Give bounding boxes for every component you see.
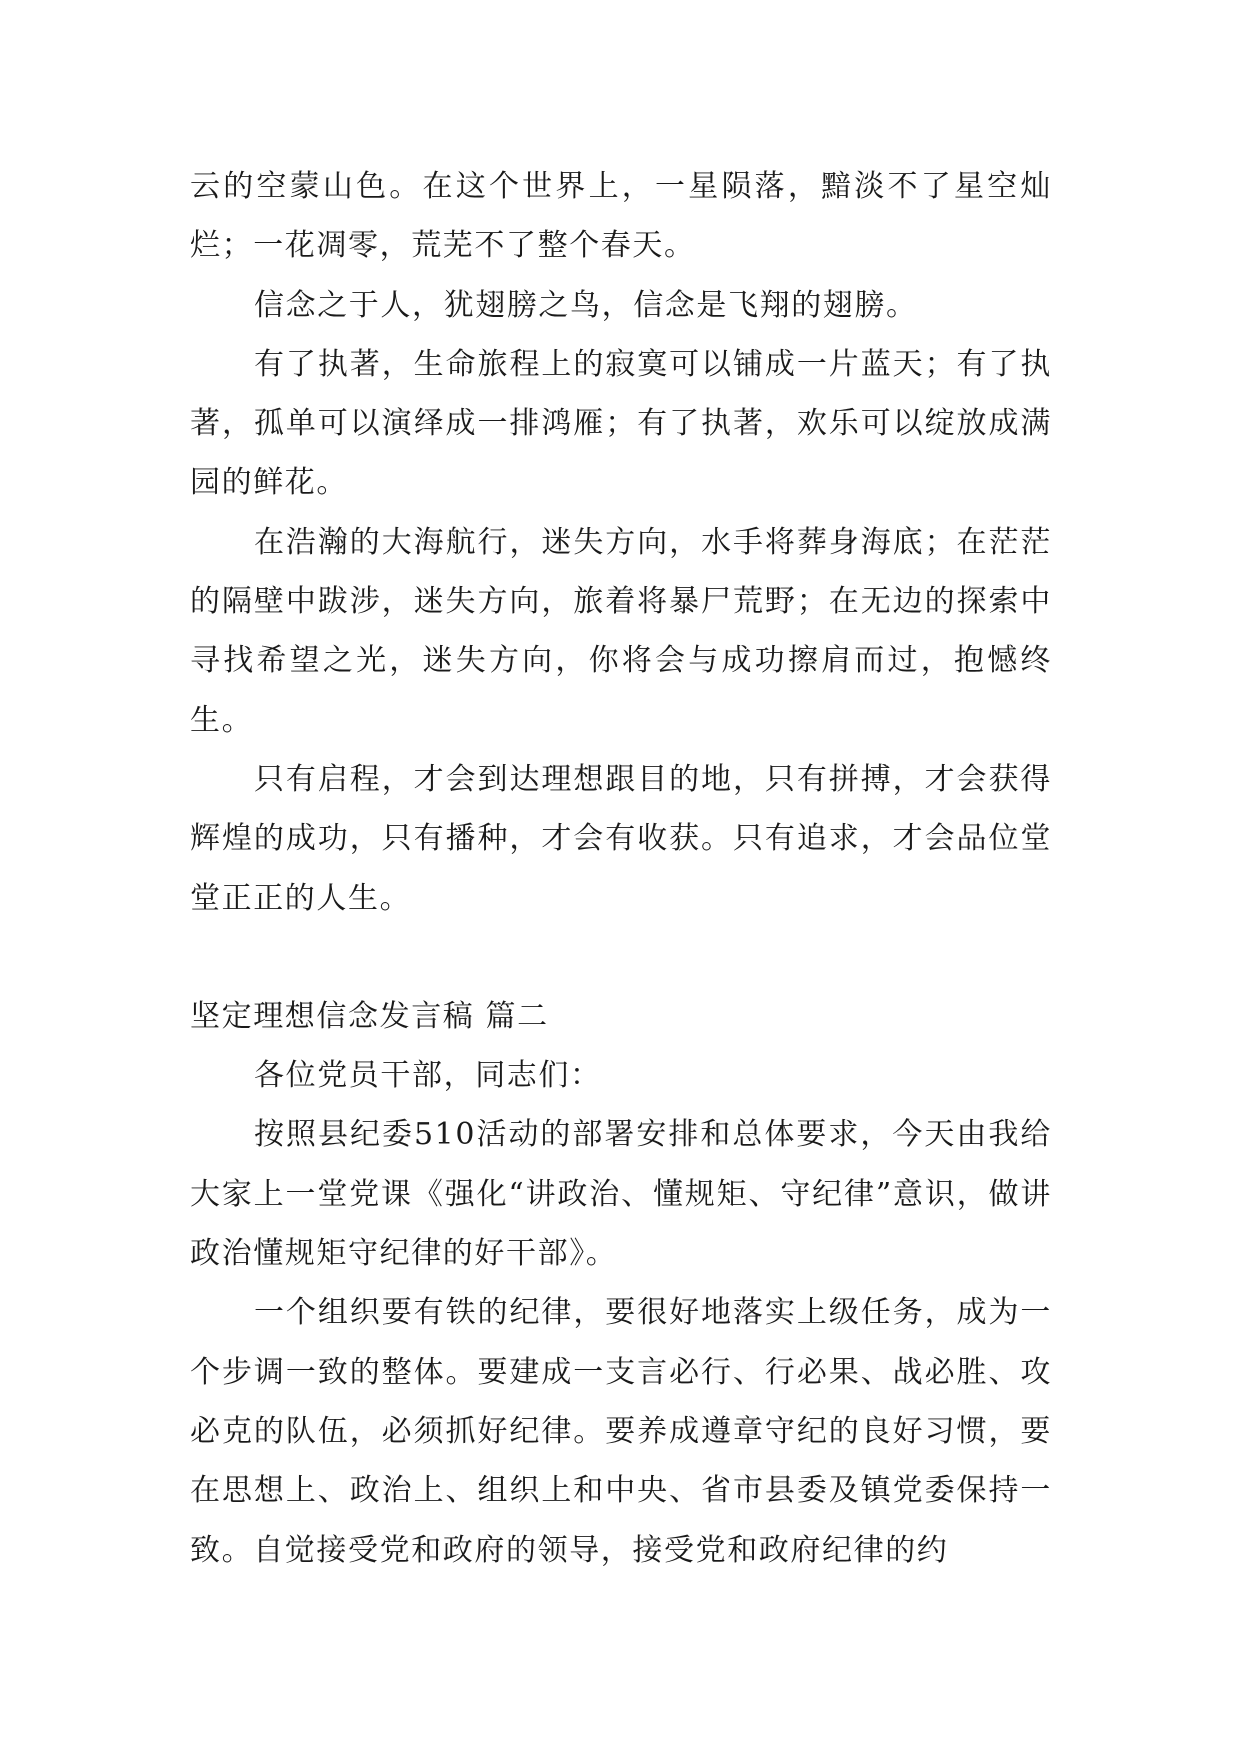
paragraph-party-lesson-intro: 按照县纪委510活动的部署安排和总体要求，今天由我给大家上一堂党课《强化“讲政治、懂规矩、守纪律”意识，做讲政治懂规矩守纪律的好干部》。 [190, 1117, 1052, 1272]
paragraph-persistence: 有了执著，生命旅程上的寂寞可以铺成一片蓝天；有了执著，孤单可以演绎成一排鸿雁；有了执著，欢乐可以绽放成满园的鲜花。 [190, 346, 1052, 501]
paragraph-only-by-setting-out: 只有启程，才会到达理想跟目的地，只有拼搏，才会获得辉煌的成功，只有播种，才会有收获。只有追求，才会品位堂堂正正的人生。 [190, 761, 1052, 916]
paragraph-faith-wings: 信念之于人，犹翅膀之鸟，信念是飞翔的翅膀。 [254, 287, 918, 323]
paragraph-salutation: 各位党员干部，同志们： [254, 1058, 602, 1094]
document-body [190, 157, 1052, 1580]
paragraph-continuation: 云的空蒙山色。在这个世界上，一星陨落，黯淡不了星空灿烂；一花凋零，荒芜不了整个春天。 [190, 169, 1052, 264]
paragraph-iron-discipline: 一个组织要有铁的纪律，要很好地落实上级任务，成为一个步调一致的整体。要建成一支言必行、行必果、战必胜、攻必克的队伍，必须抓好纪律。要养成遵章守纪的良好习惯，要在思想上、政治上、组织上和中央、省市县委及镇党委保持一致。自觉接受党和政府的领导，接受党和政府纪律的约 [190, 1295, 1052, 1568]
paragraph-lost-direction: 在浩瀚的大海航行，迷失方向，水手将葬身海底；在茫茫的隔壁中跋涉，迷失方向，旅着将暴尸荒野；在无边的探索中寻找希望之光，迷失方向，你将会与成功擦肩而过，抱憾终生。 [190, 524, 1052, 738]
section-heading: 坚定理想信念发言稿 篇二 [190, 998, 549, 1034]
